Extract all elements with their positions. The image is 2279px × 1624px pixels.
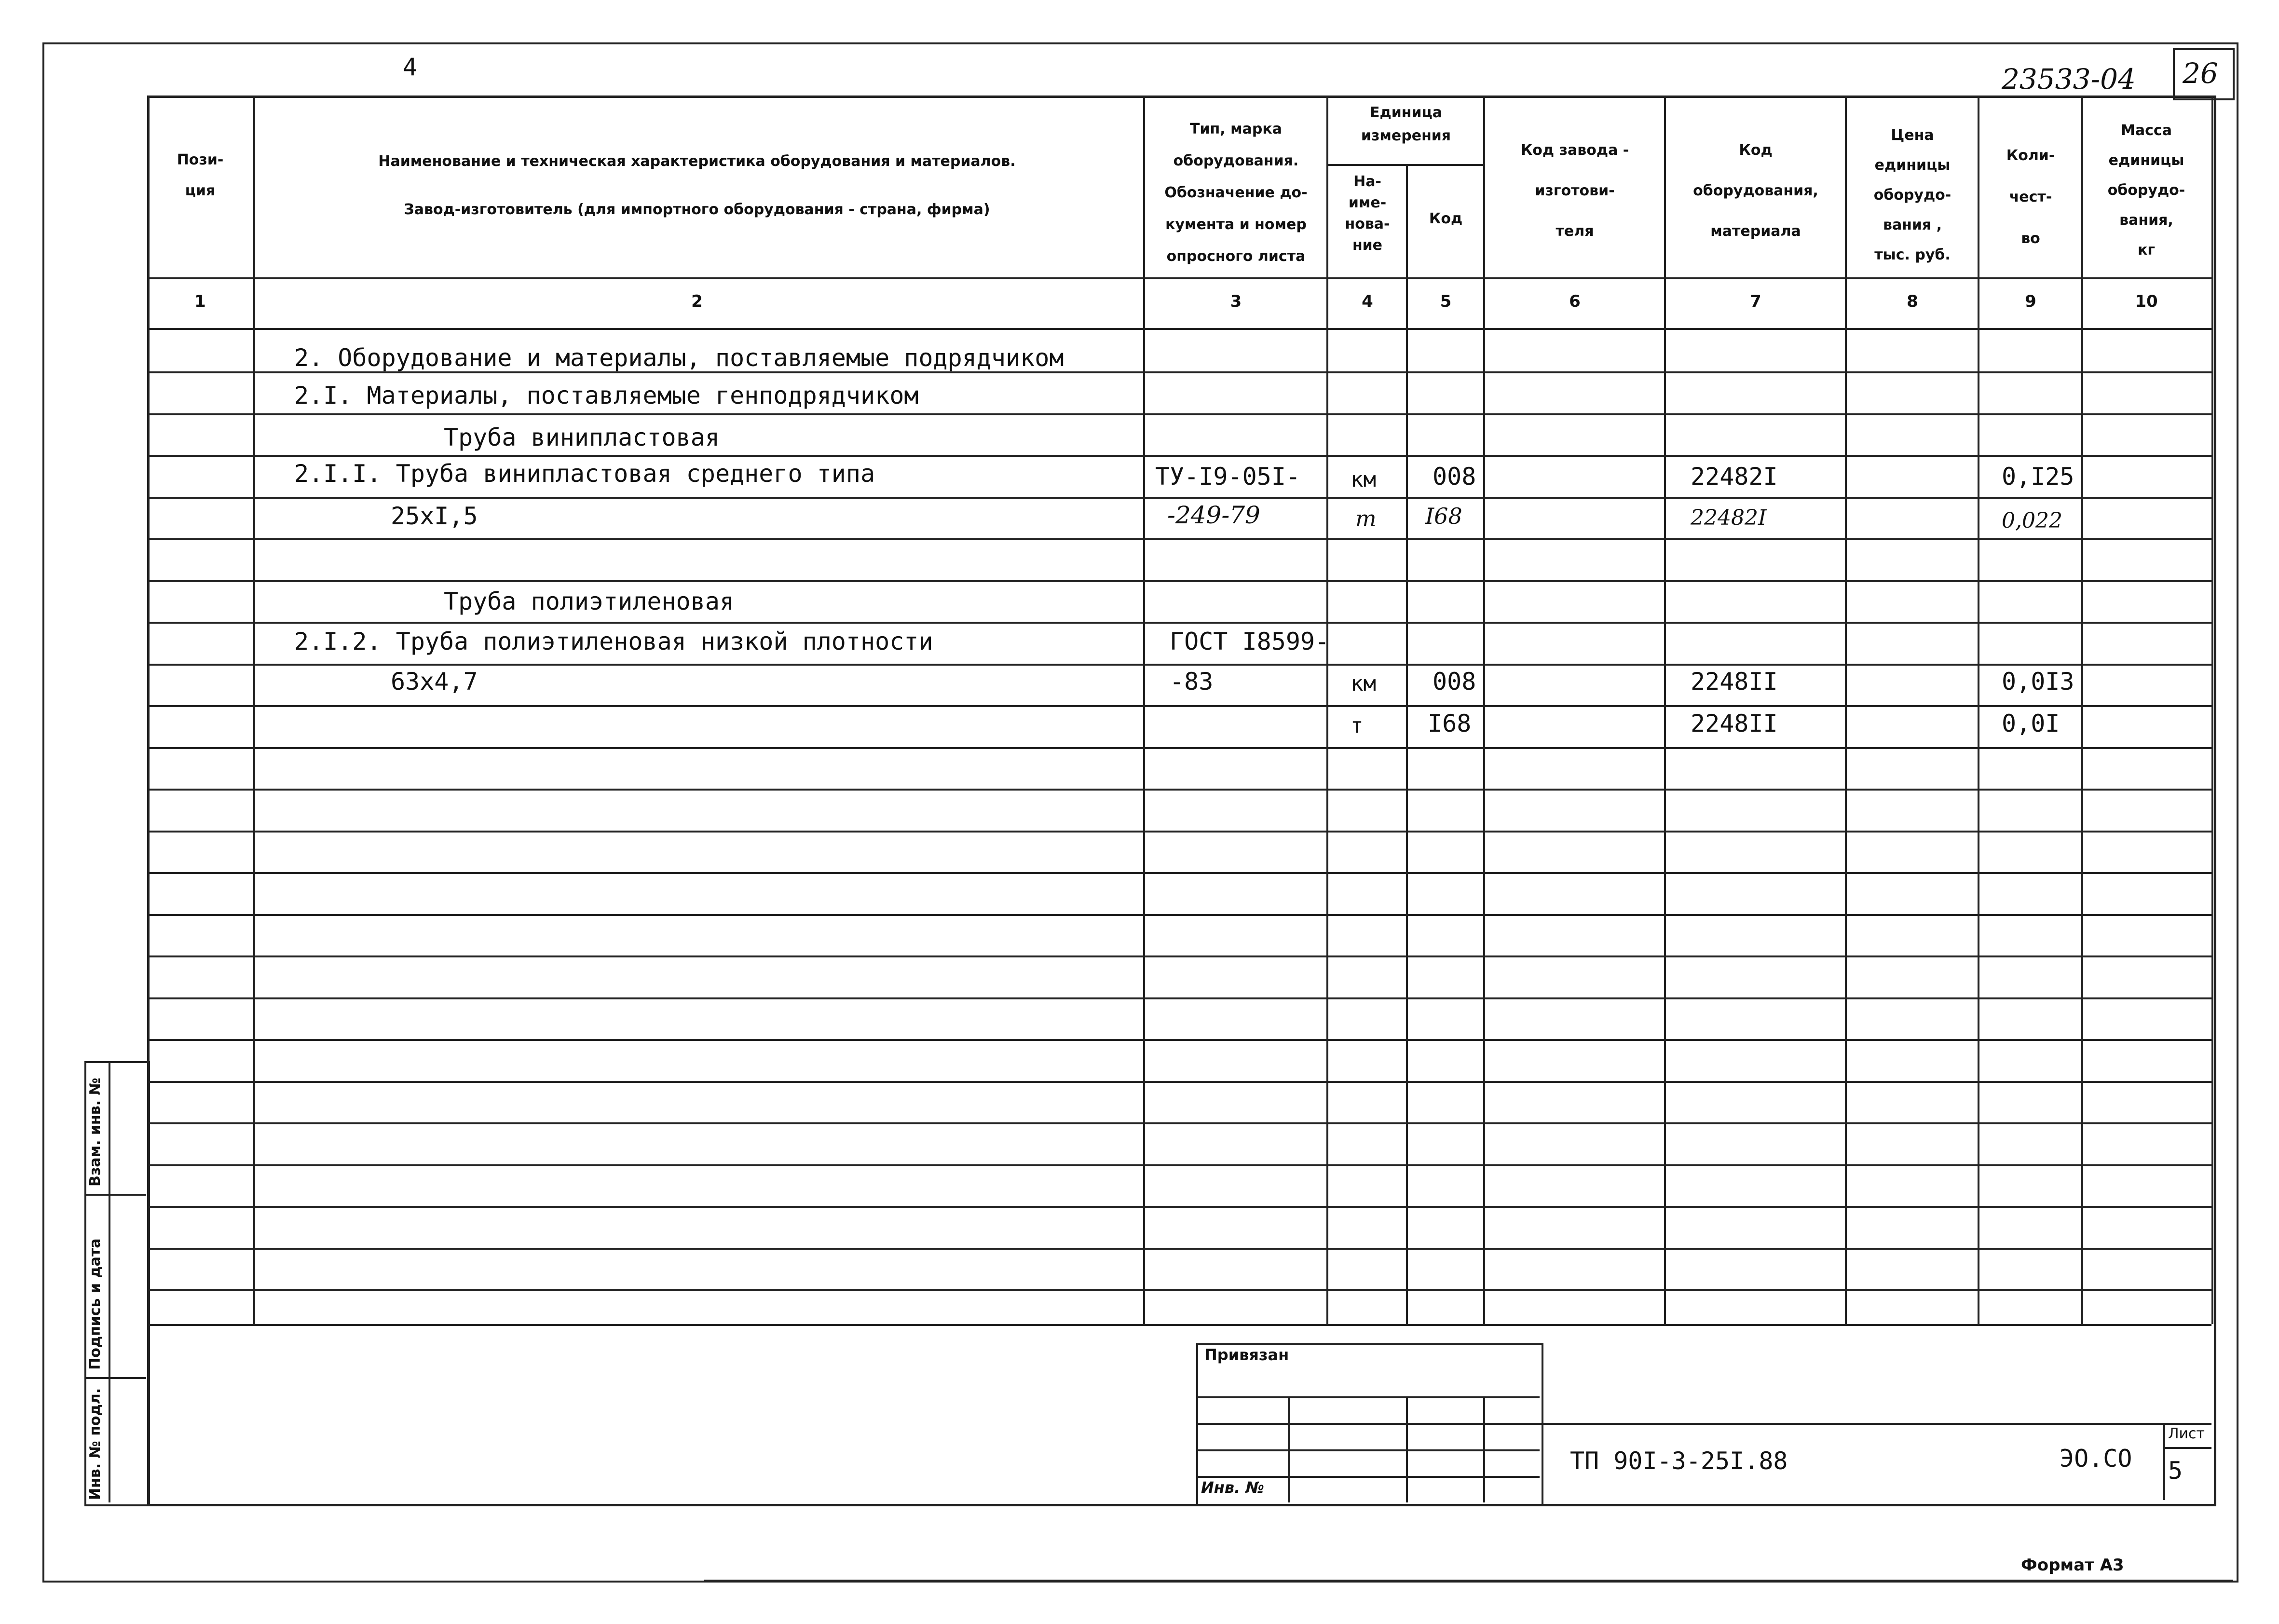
table-row-line — [147, 455, 2211, 457]
row-1-name: 2. Оборудование и материалы, поставляемые подрядчиком — [294, 344, 1064, 372]
table-column-line — [147, 96, 149, 1324]
stamp-line-3 — [1196, 1449, 1540, 1451]
table-column-line — [1845, 96, 1847, 1324]
row-5-qty: 0,022 — [2002, 508, 2062, 533]
side-label-vzam: Взам. инв. № — [87, 1078, 104, 1187]
row-9-code: I68 — [1428, 710, 1472, 737]
table-column-line — [1326, 96, 1328, 1324]
table-row-line — [147, 1122, 2211, 1124]
side-label-podpis: Подпись и дата — [87, 1238, 104, 1370]
column-number-1: 1 — [194, 292, 206, 311]
table-column-line — [1483, 96, 1485, 1324]
side-divider — [109, 1061, 110, 1502]
column-number-5: 5 — [1440, 292, 1452, 311]
table-row-line — [147, 277, 2211, 279]
column-number-10: 10 — [2135, 292, 2158, 311]
table-row-line — [147, 1164, 2211, 1166]
table-row-line — [147, 831, 2211, 832]
table-row-line — [147, 1206, 2211, 1208]
designation-text: ТП 90I-3-25I.88 — [1570, 1447, 1788, 1475]
row-8-type: -83 — [1170, 668, 1214, 696]
header-unit-code: Код — [1429, 210, 1463, 227]
row-4-name: 2.I.I. Труба винипластовая среднего типа — [294, 460, 875, 488]
inventory-label: Инв. № — [1201, 1478, 1264, 1497]
table-row-line — [147, 538, 2211, 540]
header-unit-name: На- име- нова- ние — [1345, 173, 1390, 254]
title-line — [1540, 1423, 2211, 1425]
header-unit: Единица измерения — [1361, 104, 1451, 144]
header-quantity: Коли- чест- во — [2006, 147, 2055, 247]
table-row-line — [147, 1039, 2211, 1041]
stamp-vline-1 — [1288, 1396, 1290, 1502]
table-row-line — [147, 622, 2211, 624]
page-top-number: 4 — [403, 53, 418, 81]
section-code: ЭО.СО — [2060, 1445, 2132, 1473]
table-row-line — [147, 997, 2211, 999]
header-name: Наименование и техническая характеристика оборудования и материалов. Завод-изготовитель (для импортного оборудования - страна, фирма) — [378, 153, 1016, 218]
row-8-code: 008 — [1433, 668, 1476, 696]
row-8-equip: 2248II — [1691, 668, 1778, 696]
side-sep-1 — [84, 1194, 146, 1196]
table-column-line — [1406, 164, 1408, 1324]
format-label: Формат А3 — [2021, 1556, 2124, 1575]
table-row-line — [147, 328, 2211, 330]
table-column-line — [2211, 96, 2213, 1324]
table-row-line — [147, 914, 2211, 916]
row-5-equip: 22482I — [1691, 505, 1767, 530]
header-equipment-code: Код оборудования, материала — [1693, 142, 1818, 240]
row-5-name: 25xI,5 — [391, 502, 478, 530]
table-bottom-line — [147, 1324, 2211, 1326]
column-number-6: 6 — [1569, 292, 1581, 311]
binding-label: Привязан — [1204, 1346, 1289, 1364]
table-column-line — [253, 96, 255, 1324]
table-row-line — [147, 955, 2211, 957]
table-row-line — [147, 789, 2211, 791]
row-4-type: ТУ-I9-05I- — [1155, 463, 1301, 491]
table-row-line — [147, 664, 2211, 666]
row-3-name: Труба винипластовая — [444, 423, 720, 451]
header-mass: Масса единицы оборудо- вания, кг — [2107, 122, 2185, 259]
row-7-type: ГОСТ I8599- — [1170, 628, 1330, 655]
row-2-name: 2.I. Материалы, поставляемые генподрядчиком — [294, 382, 919, 409]
column-number-2: 2 — [691, 292, 703, 311]
header-position: Пози- ция — [177, 151, 224, 199]
column-number-4: 4 — [1362, 292, 1373, 311]
table-row-line — [147, 1248, 2211, 1250]
row-9-equip: 2248II — [1691, 710, 1778, 737]
side-label-inv: Инв. № подл. — [87, 1388, 104, 1500]
row-8-name: 63x4,7 — [391, 668, 478, 696]
footer-line — [704, 1580, 2233, 1581]
table-row-line — [147, 872, 2211, 874]
column-number-3: 3 — [1230, 292, 1242, 311]
row-6-name: Труба полиэтиленовая — [444, 587, 735, 615]
column-number-8: 8 — [1907, 292, 1918, 311]
row-4-qty: 0,I25 — [2002, 463, 2074, 491]
row-9-qty: 0,0I — [2002, 710, 2060, 737]
table-column-line — [1978, 96, 1979, 1324]
stamp-line-1 — [1196, 1396, 1540, 1398]
header-price: Цена единицы оборудо- вания , тыс. руб. — [1873, 127, 1951, 263]
table-row-line — [147, 413, 2211, 415]
row-5-unit: т — [1355, 505, 1377, 532]
row-5-type: -249-79 — [1167, 501, 1260, 529]
table-column-line — [1143, 96, 1145, 1324]
table-row-line — [147, 705, 2211, 707]
header-factory-code: Код завода - изготови- теля — [1520, 142, 1629, 240]
table-row-line — [147, 1081, 2211, 1083]
table-row-line — [147, 580, 2211, 582]
table-row-line — [147, 747, 2211, 749]
column-number-7: 7 — [1750, 292, 1761, 311]
row-4-equip: 22482I — [1691, 463, 1778, 491]
stamp-line-4 — [1196, 1476, 1540, 1478]
row-8-qty: 0,0I3 — [2002, 668, 2074, 696]
row-9-unit: т — [1351, 713, 1364, 738]
unit-subheader-line — [1326, 164, 1483, 166]
sheet-corner-number: 26 — [2183, 57, 2218, 90]
stamp-vline-2 — [1406, 1396, 1408, 1502]
stamp-line-2 — [1196, 1423, 1540, 1425]
side-sep-2 — [84, 1377, 146, 1379]
table-row-line — [147, 497, 2211, 499]
row-4-unit: км — [1351, 467, 1376, 492]
list-number: 5 — [2168, 1457, 2183, 1485]
table-row-line — [147, 1289, 2211, 1291]
row-8-unit: км — [1351, 671, 1376, 696]
table-column-line — [1664, 96, 1666, 1324]
document-number: 23533-04 — [2002, 63, 2136, 96]
column-number-9: 9 — [2025, 292, 2036, 311]
list-box-line — [2163, 1447, 2211, 1449]
list-label: Лист — [2168, 1425, 2205, 1442]
row-4-code: 008 — [1433, 463, 1476, 491]
row-7-name: 2.I.2. Труба полиэтиленовая низкой плотности — [294, 628, 933, 655]
header-type: Тип, марка оборудования. Обозначение до- кумента и номер опросного листа — [1164, 121, 1308, 265]
row-5-code: I68 — [1425, 503, 1462, 529]
stamp-vline-3 — [1483, 1396, 1485, 1502]
table-column-line — [2081, 96, 2083, 1324]
